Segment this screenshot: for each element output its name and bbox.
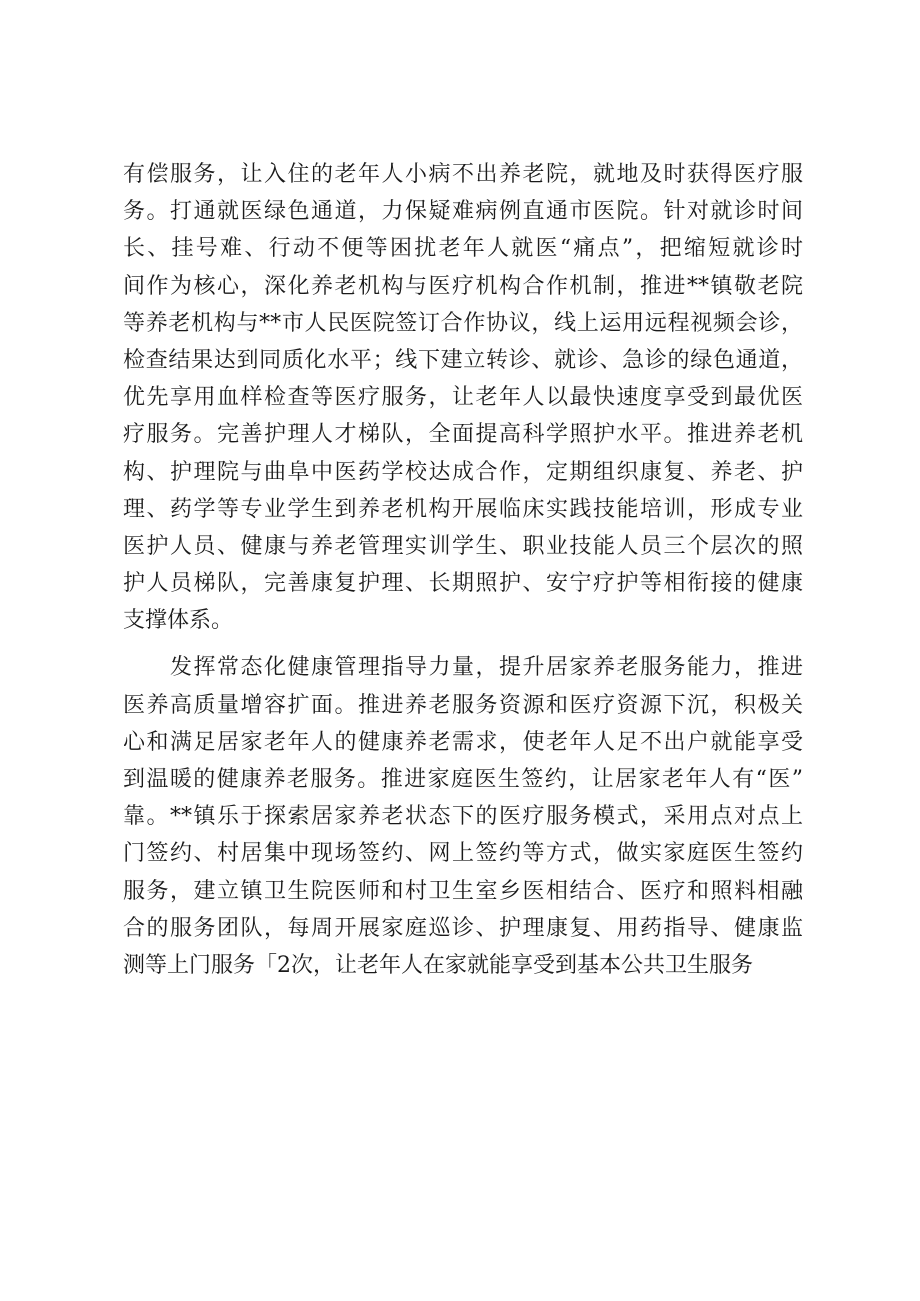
text-line: 医护人员、健康与养老管理实训学生、职业技能人员三个层次的照 (123, 533, 803, 559)
paragraph-2 (123, 649, 803, 984)
text-line: 靠。**镇乐于探索居家养老状态下的医疗服务模式，采用点对点上 (123, 804, 803, 830)
text-line: 测等上门服务「2次，让老年人在家就能享受到基本公共卫生服务 (123, 952, 753, 978)
paragraph-1 (123, 156, 803, 639)
text-line: 构、护理院与曲阜中医药学校达成合作，定期组织康复、养老、护 (123, 459, 803, 485)
text-line: 服务，建立镇卫生院医师和村卫生室乡医相结合、医疗和照料相融 (123, 878, 803, 904)
text-line: 到温暖的健康养老服务。推进家庭医生签约，让居家老年人有“医” (123, 767, 803, 792)
text-line: 间作为核心，深化养老机构与医疗机构合作机制，推进**镇敬老院 (123, 273, 803, 299)
text-line: 疗服务。完善护理人才梯队，全面提高科学照护水平。推进养老机 (123, 422, 803, 448)
text-line: 理、药学等专业学生到养老机构开展临床实践技能培训，形成专业 (123, 496, 803, 522)
text-line: 长、挂号难、行动不便等困扰老年人就医“痛点”，把缩短就诊时 (123, 236, 803, 262)
text-line: 务。打通就医绿色通道，力保疑难病例直通市医院。针对就诊时间 (123, 199, 803, 225)
text-line: 医养高质量增容扩面。推进养老服务资源和医疗资源下沉，积极关 (123, 692, 803, 718)
text-line: 支撑体系。 (123, 608, 234, 634)
text-line: 心和满足居家老年人的健康养老需求，使老年人足不出户就能享受 (123, 729, 803, 755)
text-line: 有偿服务，让入住的老年人小病不出养老院，就地及时获得医疗服 (123, 162, 803, 187)
text-line: 合的服务团队，每周开展家庭巡诊、护理康复、用药指导、健康监 (123, 915, 803, 941)
text-line: 检查结果达到同质化水平；线下建立转诊、就诊、急诊的绿色通道， (123, 347, 803, 373)
text-line: 门签约、村居集中现场签约、网上签约等方式，做实家庭医生签约 (123, 841, 803, 867)
text-line: 优先享用血样检查等医疗服务，让老年人以最快速度享受到最优医 (123, 385, 803, 411)
text-line: 等养老机构与**市人民医院签订合作协议，线上运用远程视频会诊， (123, 310, 803, 336)
body-text (123, 156, 803, 984)
text-line: 护人员梯队，完善康复护理、长期照护、安宁疗护等相衔接的健康 (123, 571, 803, 597)
text-line: 发挥常态化健康管理指导力量，提升居家养老服务能力，推进 (123, 655, 803, 681)
